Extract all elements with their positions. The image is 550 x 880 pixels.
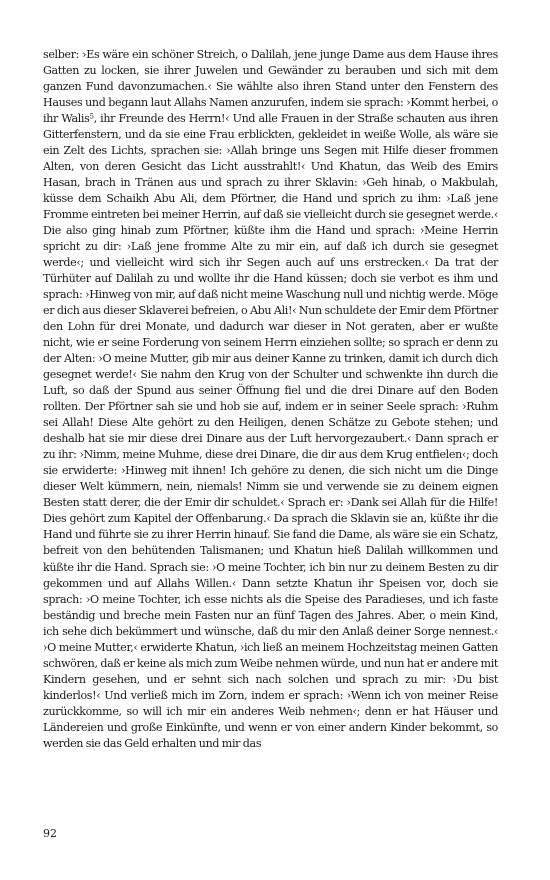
body-text — [43, 47, 498, 752]
body-text-part-1: selber: ›Es wäre ein schöner Streich, o Dalilah, jene junge Dame aus dem Hause ihres Gatten zu locken, sie ihrer Juwelen und Gewänder zu berauben und sich mit dem ganzen Fund davonzumachen.‹ Sie wählte also ihren Stand unter den Fenstern des Hauses und begann laut Allahs Namen anzurufen, indem sie sprach: ›Kommt herbei, o ihr Walis — [43, 48, 498, 126]
footnote-marker: 5 — [89, 112, 94, 121]
body-text-part-2: , ihr Freunde des Herrn!‹ Und alle Frauen in der Straße schauten aus ihren Gitterfenstern, und da sie eine Frau erblickten, gekleidet in weiße Wolle, als wäre sie ein Zelt des Lichts, sprachen sie: ›Allah bringe uns Segen mit Hilfe dieser frommen Alten, von deren Gesicht das Licht ausstrahlt!‹ Und Khatun, das Weib des Emirs Hasan, brach in Tränen aus und sprach zu ihrer Sklavin: ›Geh hinab, o Makbulah, küsse dem Schaikh Abu Ali, dem Pförtner, die Hand und sprich zu ihm: ›Laß jene Fromme eintreten bei meiner Herrin, auf daß sie vielleicht durch sie gesegnet werde.‹ Die also ging hinab zum Pförtner, küßte ihm die Hand und sprach: ›Meine Herrin spricht zu dir: ›Laß jene fromme Alte zu mir ein, auf daß ich durch sie gesegnet werde‹; und vielleicht wird sich ihr Segen auch auf uns erstrecken.‹ Da trat der Türhüter auf Dalilah zu und wollte ihr die Hand küssen; doch sie verbot es ihm und sprach: ›Hinweg von mir, auf daß nicht meine Waschung null und nichtig werde. Möge er dich aus dieser Sklaverei befreien, o Abu Ali!‹ Nun schuldete der Emir dem Pförtner den Lohn für drei Monate, und dadurch war dieser in Not geraten, aber er wußte nicht, wie er seine Forderung von seinem Herrn einziehen sollte; so sprach er denn zu der Alten: ›O meine Mutter, gib mir aus deiner Kanne zu trinken, damit ich durch dich gesegnet werde!‹ Sie nahm den Krug von der Schulter und schwenkte ihn durch die Luft, so daß der Spund aus seiner Öffnung fiel und die drei Dinare auf den Boden rollten. Der Pförtner sah sie und hob sie auf, indem er in seiner Seele sprach: ›Ruhm sei Allah! Diese Alte gehört zu den Heiligen, denen Schätze zu Gebote stehen; und deshalb hat sie mir diese drei Dinare aus der Luft hervorgezaubert.‹ Dann sprach er zu ihr: ›Nimm, meine Muhme, diese drei Dinare, die dir aus dem Krug entfielen‹; doch sie erwiderte: ›Hinweg mit ihnen! Ich gehöre zu denen, die sich nicht um die Dinge dieser Welt kümmern, nein, niemals! Nimm sie und verwende sie zu deinem eignen Besten statt derer, die der Emir dir schuldet.‹ Sprach er: ›Dank sei Allah für die Hilfe! Dies gehört zum Kapitel der Offenbarung.‹ Da sprach die Sklavin sie an, küßte ihr die Hand und führte sie zu ihrer Herrin hinauf. Sie fand die Dame, als wäre sie ein Schatz, befreit von den behütenden Talismanen; und Khatun hieß Dalilah willkommen und küßte ihr die Hand. Sprach sie: ›O meine Tochter, ich bin nur zu deinem Besten zu dir gekommen und auf Allahs Willen.‹ Dann setzte Khatun ihr Speisen vor, doch sie sprach: ›O meine Tochter, ich esse nichts als die Speise des Paradieses, und ich faste beständig und breche mein Fasten nur an fünf Tagen des Jahres. Aber, o mein Kind, ich sehe dich bekümmert und wünsche, daß du mir den Anlaß deiner Sorge nennest.‹ ›O meine Mutter,‹ erwiderte Khatun, ›ich ließ an meinem Hochzeitstag meinen Gatten schwören, daß er keine als mich zum Weibe nehmen würde, und nun hat er andere mit Kindern gesehen, und er sehnt sich nach solchen und sprach zu mir: ›Du bist kinderlos!‹ Und verließ mich im Zorn, indem er sprach: ›Wenn ich von meiner Reise zurückkomme, so will ich mir ein anderes Weib nehmen‹; denn er hat Häuser und Ländereien und große Einkünfte, und wenn er von einer andern Kinder bekommt, so werden sie das Geld erhalten und mir das — [43, 112, 498, 750]
page-number: 92 — [43, 827, 57, 840]
